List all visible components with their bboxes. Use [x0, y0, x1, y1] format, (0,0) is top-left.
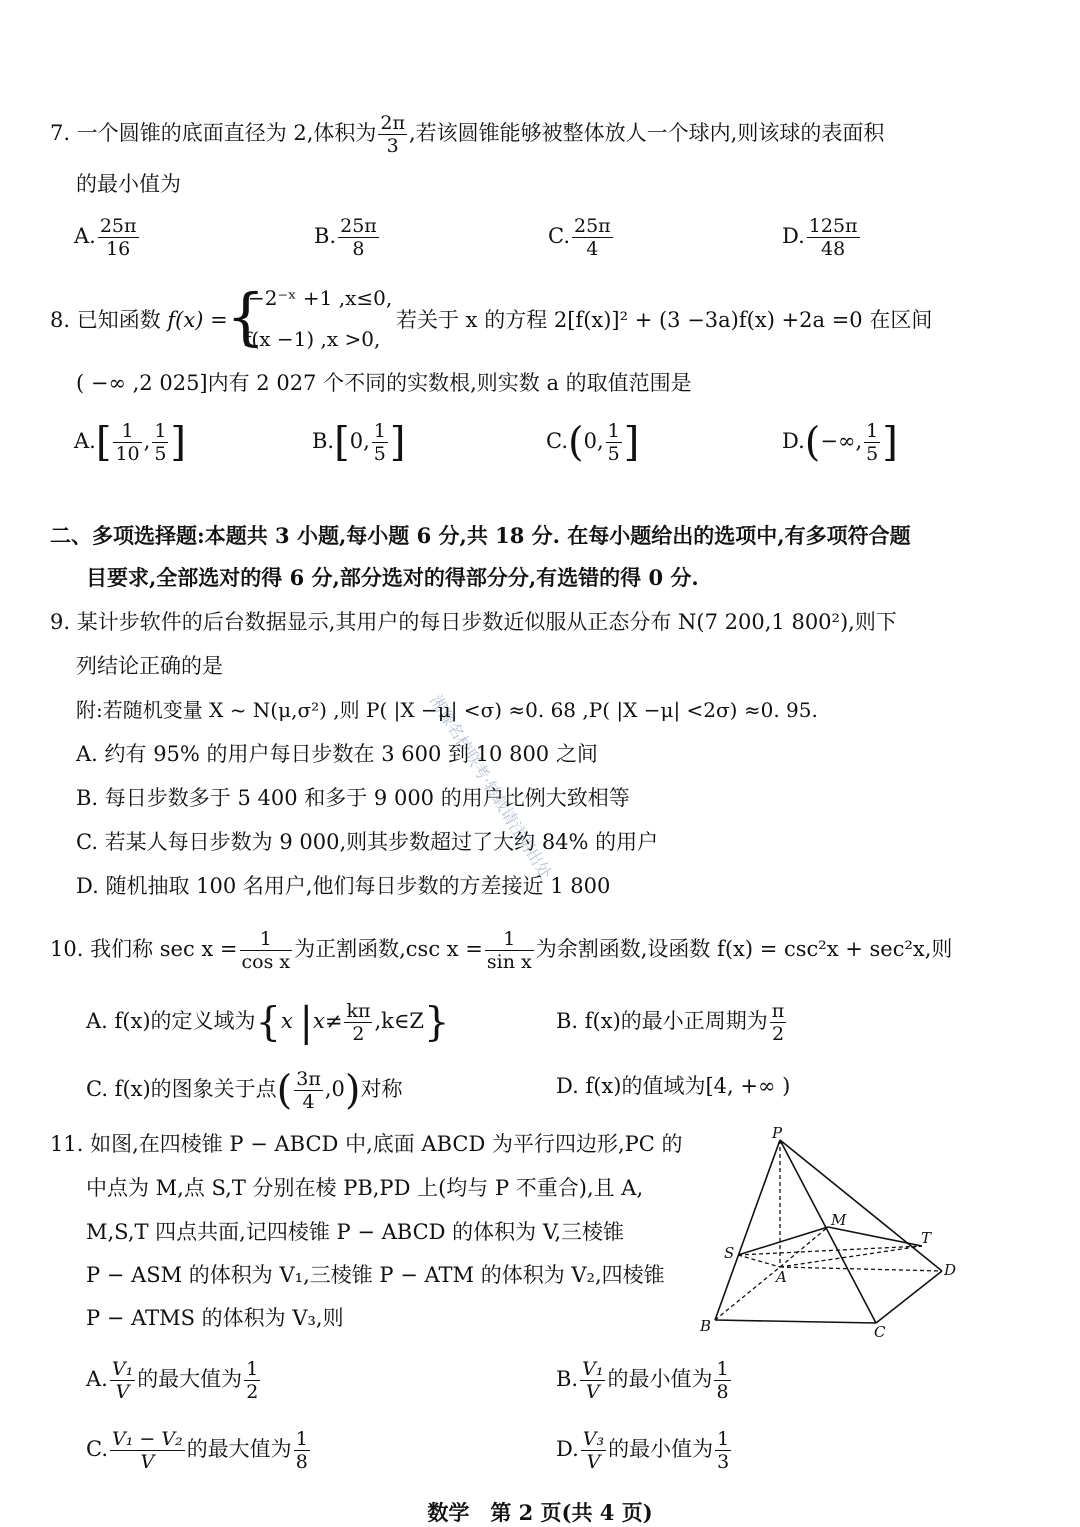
edge-ad [780, 1267, 942, 1271]
q8-prefix [50, 306, 228, 334]
q7-d-num: 125π [808, 215, 858, 237]
q11-b-rn: V₁ [582, 1358, 604, 1380]
q9-option-d: D. 随机抽取 100 名用户,他们每日步数的方差接近 1 800 [76, 874, 611, 898]
q10-p2: 为正割函数,csc x = [294, 937, 483, 961]
q11-option-d [556, 1428, 733, 1473]
q11-b-text: 的最小值为 [607, 1367, 713, 1391]
q8-a-d1: 10 [115, 443, 140, 465]
q10-a-rbrace: } [424, 999, 450, 1046]
q8-brace: { [226, 280, 266, 353]
q7-vol-num: 2π [380, 112, 405, 134]
q10-a-var: x [280, 1009, 293, 1033]
q7-option-a [74, 215, 141, 260]
q8-d-label: D. [782, 429, 805, 453]
q9-note: 附:若随机变量 X ~ N(μ,σ²) ,则 P( |X −μ| <σ) ≈0. 68 ,P( |X −μ| <2σ) ≈0. 95. [76, 698, 818, 722]
q11-d-label: D. [556, 1437, 579, 1461]
q8-c-frac [606, 420, 622, 465]
q8-b-close: ] [389, 419, 406, 466]
q10-option-b [556, 1000, 788, 1045]
q7-option-a-frac [98, 215, 139, 260]
q11-c-vn: 1 [295, 1428, 308, 1450]
q8-line2: ( −∞ ,2 025]内有 2 027 个不同的实数根,则实数 a 的取值范围是 [76, 371, 692, 395]
q11-b-rd: V [585, 1381, 600, 1403]
q7-option-b-label: B. [314, 224, 337, 248]
q7-option-c-label: C. [548, 224, 570, 248]
q10-c-num: 3π [296, 1068, 321, 1090]
q10-c-rparen: ) [344, 1067, 361, 1114]
q7-d-den: 48 [821, 238, 846, 260]
q10-a-k: ,k∈Z [374, 1009, 425, 1033]
q11-line5: P − ATMS 的体积为 V₃,则 [86, 1306, 344, 1330]
q10-c-den: 4 [302, 1091, 315, 1113]
q9-option-c: C. 若某人每日步数为 9 000,则其步数超过了大约 84% 的用户 [76, 830, 659, 854]
q8-b-d: 5 [373, 443, 386, 465]
q11-a-rd: V [115, 1381, 130, 1403]
q11-c-vd: 8 [295, 1451, 308, 1473]
label-T: T [921, 1229, 932, 1247]
q8-a-open: [ [95, 419, 112, 466]
q7-option-b-frac [338, 215, 379, 260]
q8-b-open: [ [334, 419, 350, 466]
q8-c-lower: 0 [583, 429, 597, 453]
edge-pc [780, 1140, 876, 1323]
q10-stem [50, 928, 952, 973]
q10-csc-num: 1 [485, 928, 534, 951]
q11-a-vd: 2 [246, 1381, 259, 1403]
q11-c-rd: V [140, 1451, 155, 1473]
q8-a-n1: 1 [113, 420, 141, 443]
q9-line1: 9. 某计步软件的后台数据显示,其用户的每日步数近似服从正态分布 N(7 200,1 800²),则下 [50, 610, 897, 634]
q11-a-rn: V₁ [111, 1358, 134, 1380]
q10-c-lparen: ( [276, 1067, 293, 1114]
q11-line4: P − ASM 的体积为 V₁,三棱锥 P − ATM 的体积为 V₂,四棱锥 [86, 1263, 665, 1287]
q8-a-frac1 [113, 420, 141, 465]
page-footer: 数学 第 2 页(共 4 页) [427, 1500, 653, 1525]
label-A: A [776, 1268, 787, 1286]
q10-b-frac [770, 1000, 787, 1045]
q10-option-c [86, 1068, 403, 1113]
q11-c-label: C. [86, 1437, 108, 1461]
q7-option-d-label: D. [782, 224, 805, 248]
q10-a-bar: | [299, 999, 313, 1046]
q11-c-rn: V₁ − V₂ [112, 1428, 183, 1450]
label-P: P [772, 1125, 783, 1142]
q10-a-cond: x≠ [313, 1009, 343, 1033]
q10-option-a [86, 1000, 449, 1045]
q11-a-ratio [110, 1358, 135, 1403]
q7-a-num: 25π [99, 215, 137, 237]
q8-c-open: ( [568, 419, 584, 466]
q10-p1: 10. 我们称 sec x = [50, 937, 238, 961]
q7-text-a: 7. 一个圆锥的底面直径为 2,体积为 [50, 121, 377, 145]
q9-option-b: B. 每日步数多于 5 400 和多于 9 000 的用户比例大致相等 [76, 786, 630, 810]
edge-cd [876, 1271, 942, 1323]
q7-vol-den: 3 [386, 135, 399, 157]
edge-sa [738, 1255, 780, 1267]
q8-piece2: f(x −1) ,x >0, [244, 327, 381, 351]
q10-c-frac [294, 1068, 323, 1113]
label-C: C [874, 1323, 886, 1340]
q7-a-den: 16 [106, 238, 131, 260]
q8-option-c: C.(0, $\frac{1}{5}$ ] [546, 419, 640, 466]
label-S: S [724, 1244, 735, 1262]
q11-b-vn: 1 [716, 1358, 729, 1380]
q11-option-a [86, 1358, 262, 1403]
q8-d-n: 1 [866, 420, 879, 442]
q11-b-ratio [580, 1358, 605, 1403]
q8-d-d: 5 [866, 443, 879, 465]
label-B: B [700, 1317, 712, 1335]
q8-option-d: D.(−∞, $\frac{1}{5}$ ] [782, 419, 898, 466]
q8-c-d: 5 [607, 443, 620, 465]
q11-option-c [86, 1428, 312, 1473]
q8-b-lower: 0 [349, 429, 364, 453]
section2-line2: 目要求,全部选对的得 6 分,部分选对的得部分分,有选错的得 0 分. [86, 565, 699, 590]
q8-line1b: 若关于 x 的方程 2[f(x)]² + (3 −3a)f(x) +2a =0 在区间 [396, 308, 933, 332]
q8-d-close: ] [882, 419, 898, 466]
q8-c-n: 1 [607, 420, 620, 442]
edge-mt [828, 1227, 922, 1246]
q7-c-den: 4 [586, 238, 599, 260]
q8-c-label: C. [546, 429, 568, 453]
watermark: 湘豫名校联考·转载请注明出处 [426, 691, 556, 883]
q8-d-open: ( [804, 419, 821, 466]
q7-option-a-label: A. [74, 224, 96, 248]
q8-c-close: ] [623, 419, 640, 466]
section2-line1: 二、多项选择题:本题共 3 小题,每小题 6 分,共 18 分. 在每小题给出的选项中,有多项符合题 [50, 523, 911, 548]
q7-line2: 的最小值为 [76, 172, 181, 196]
q7-option-c [548, 215, 615, 260]
q8-a-n2: 1 [154, 420, 167, 442]
q10-sec-frac [240, 928, 293, 973]
q11-c-text: 的最大值为 [186, 1437, 292, 1461]
q11-b-val [714, 1358, 730, 1403]
q9-line2: 列结论正确的是 [76, 654, 223, 678]
q7-text-b: ,若该圆锥能够被整体放人一个球内,则该球的表面积 [409, 121, 885, 145]
q7-b-num: 25π [340, 215, 377, 237]
q10-option-d: D. f(x)的值域为[4, +∞ ) [556, 1074, 791, 1098]
q11-line2: 中点为 M,点 S,T 分别在棱 PB,PD 上(均与 P 不重合),且 A, [86, 1176, 644, 1200]
q11-a-label: A. [86, 1367, 108, 1391]
q7-option-b [314, 215, 381, 260]
q8-d-lower: −∞ [820, 429, 856, 453]
edge-sm [738, 1227, 828, 1255]
q7-c-num: 25π [574, 215, 611, 237]
label-M: M [831, 1211, 847, 1229]
q11-d-val [715, 1428, 731, 1473]
q9-option-a: A. 约有 95% 的用户每日步数在 3 600 到 10 800 之间 [76, 742, 598, 766]
q7-b-den: 8 [352, 238, 365, 260]
pyramid-figure [700, 1125, 970, 1340]
q11-a-vn: 1 [246, 1358, 259, 1380]
q8-option-b: B.[0, $\frac{1}{5}$ ] [312, 419, 406, 466]
q10-sec-num: 1 [240, 928, 293, 951]
edge-bc [715, 1320, 876, 1323]
q8-d-frac [864, 420, 880, 465]
q8-prefix-text: 8. 已知函数 [50, 308, 161, 332]
q10-b-text: B. f(x)的最小正周期为 [556, 1009, 768, 1033]
q11-line1: 11. 如图,在四棱锥 P − ABCD 中,底面 ABCD 为平行四边形,PC 的 [50, 1132, 683, 1156]
q10-c-text: C. f(x)的图象关于点 [86, 1077, 277, 1101]
q11-b-label: B. [556, 1367, 579, 1391]
q10-a-text: A. f(x)的定义域为 [86, 1009, 256, 1033]
q11-a-text: 的最大值为 [137, 1367, 243, 1391]
q8-b-label: B. [312, 429, 335, 453]
q11-d-text: 的最小值为 [608, 1437, 714, 1461]
q10-a-lbrace: { [255, 999, 281, 1046]
q10-b-den: 2 [772, 1023, 785, 1045]
q10-c-tail: 对称 [360, 1077, 403, 1101]
edge-am [780, 1227, 828, 1267]
q11-a-val [244, 1358, 260, 1403]
q11-line3: M,S,T 四点共面,记四棱锥 P − ABCD 的体积为 V,三棱锥 [86, 1220, 625, 1244]
q8-a-d2: 5 [154, 443, 167, 465]
q10-b-num: π [771, 1000, 785, 1022]
q10-c-zero: ,0 [324, 1077, 345, 1101]
label-D: D [944, 1261, 957, 1279]
q11-d-vd: 3 [717, 1451, 730, 1473]
q11-c-ratio [110, 1428, 185, 1473]
q8-a-close: ] [170, 419, 187, 466]
q10-a-num: kπ [346, 1000, 371, 1022]
q7-option-d-frac [807, 215, 860, 260]
q11-d-ratio [581, 1428, 606, 1473]
q11-c-val [294, 1428, 310, 1473]
q8-option-a: A.[ $\frac{1}{10}$ , $\frac{1}{5}$ ] [74, 419, 187, 466]
q10-p3: 为余割函数,设函数 f(x) = csc²x + sec²x,则 [535, 937, 953, 961]
q8-b-n: 1 [373, 420, 386, 442]
q8-b-frac [372, 420, 388, 465]
q10-sec-den: cos x [241, 951, 291, 973]
q7-option-c-frac [572, 215, 613, 260]
q7-volume-fraction [378, 112, 407, 157]
q11-d-rd: V [586, 1451, 601, 1473]
q11-d-rn: V₃ [582, 1428, 605, 1450]
q7-line1 [50, 112, 884, 157]
q10-a-frac [344, 1000, 372, 1045]
q10-a-den: 2 [352, 1023, 365, 1045]
q8-fx: f(x) = [167, 308, 228, 332]
q8-a-label: A. [74, 429, 96, 453]
q8-piece1: −2⁻ˣ +1 ,x≤0, [248, 286, 393, 310]
q7-option-d [782, 215, 862, 260]
q11-option-b [556, 1358, 733, 1403]
q10-csc-den: sin x [486, 951, 532, 973]
q8-a-frac2 [152, 420, 168, 465]
q10-csc-frac [485, 928, 534, 973]
q11-b-vd: 8 [716, 1381, 729, 1403]
q11-d-vn: 1 [717, 1428, 730, 1450]
